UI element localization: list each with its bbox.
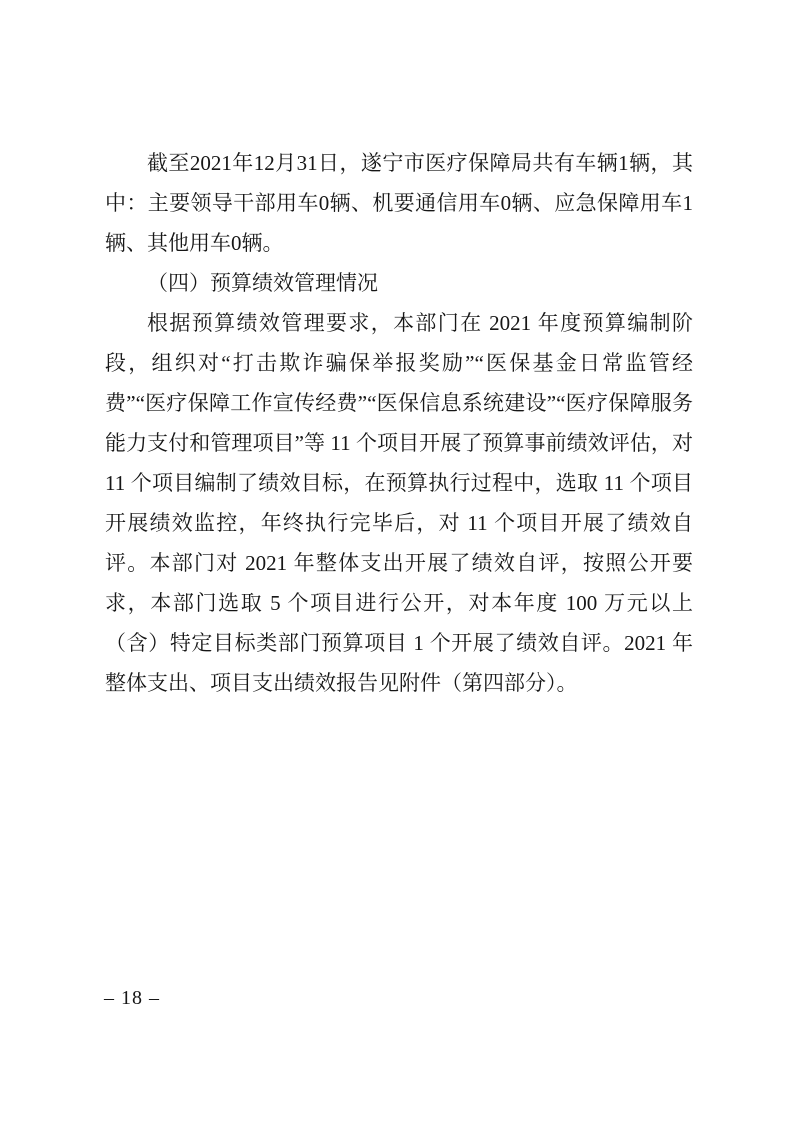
paragraph-budget-performance: 根据预算绩效管理要求，本部门在 2021 年度预算编制阶段，组织对“打击欺诈骗保举报奖励”“医保基金日常监管经费”“医疗保障工作宣传经费”“医保信息系统建设”“医疗保障服务能力支付和管理项目”等 11 个项目开展了预算事前绩效评估，对 11 个项目编制了绩效目标，在预算执行过程中，选取 11 个项目开展绩效监控，年终执行完毕后，对 11 个项目开展了绩效自评。本部门对 2021 年整体支出开展了绩效自评，按照公开要求，本部门选取 5 个项目进行公开，对本年度 100 万元以上（含）特定目标类部门预算项目 1 个开展了绩效自评。2021 年整体支出、项目支出绩效报告见附件（第四部分）。 (105, 311, 693, 695)
section-heading-budget-performance: （四）预算绩效管理情况 (147, 271, 378, 295)
paragraph-vehicle-fleet: 截至2021年12月31日，遂宁市医疗保障局共有车辆1辆，其中：主要领导干部用车0辆、机要通信用车0辆、应急保障用车1辆、其他用车0辆。 (105, 151, 693, 255)
document-body (105, 143, 693, 703)
page-number: – 18 – (104, 987, 160, 1009)
